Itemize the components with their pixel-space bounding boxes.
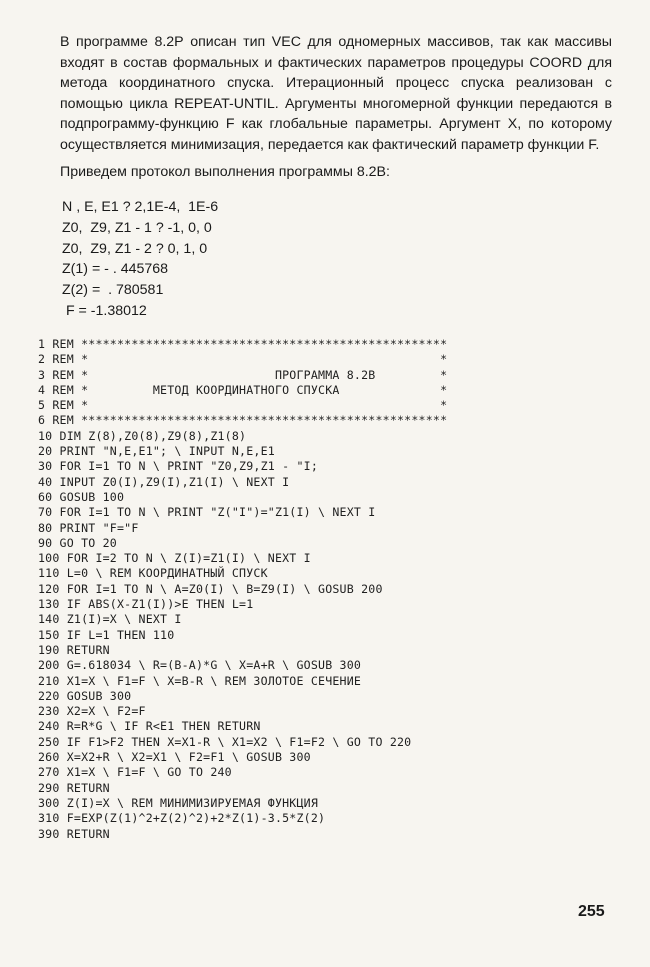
- code-line: 90 GO TO 20: [38, 535, 117, 550]
- protocol-line: Z0, Z9, Z1 - 1 ? -1, 0, 0: [62, 219, 212, 236]
- code-line: 220 GOSUB 300: [38, 688, 132, 703]
- code-line: 270 X1=X \ F1=F \ GO TO 240: [38, 765, 232, 780]
- code-line: 140 Z1(I)=X \ NEXT I: [38, 612, 182, 627]
- code-line: 290 RETURN: [38, 780, 110, 795]
- code-line: 10 DIM Z(8),Z0(8),Z9(8),Z1(8): [38, 428, 247, 443]
- code-line: 20 PRINT "N,E,E1"; \ INPUT N,E,E1: [38, 444, 275, 459]
- paragraph-2: Приведем протокол выполнения программы 8.2В:: [60, 163, 390, 180]
- code-line: 110 L=0 \ REM КООРДИНАТНЫЙ СПУСК: [38, 566, 268, 581]
- code-line: 4 REM * МЕТОД КООРДИНАТНОГО СПУСКА *: [38, 382, 448, 397]
- program-listing: [38, 337, 447, 842]
- code-line: 60 GOSUB 100: [38, 489, 125, 504]
- page-number: 255: [578, 903, 605, 920]
- protocol-line: N , E, E1 ? 2,1E-4, 1E-6: [62, 199, 219, 215]
- code-line: 100 FOR I=2 TO N \ Z(I)=Z1(I) \ NEXT I: [38, 551, 311, 566]
- code-line: 6 REM ***************************************************: [38, 413, 448, 428]
- protocol-line: Z(1) = - . 445768: [62, 261, 169, 278]
- code-line: 250 IF F1>F2 THEN X=X1-R \ X1=X2 \ F1=F2 \ GO TO 220: [38, 734, 412, 749]
- code-line: 120 FOR I=1 TO N \ A=Z0(I) \ B=Z9(I) \ GOSUB 200: [38, 581, 383, 596]
- code-line: 1 REM ***************************************************: [38, 337, 448, 351]
- protocol-line: Z(2) = . 780581: [62, 282, 164, 299]
- code-line: 2 REM * *: [38, 352, 448, 367]
- code-line: 3 REM * ПРОГРАММА 8.2В *: [38, 367, 448, 382]
- code-line: 310 F=EXP(Z(1)^2+Z(2)^2)+2*Z(1)-3.5*Z(2): [38, 811, 326, 826]
- code-line: 230 X2=X \ F2=F: [38, 704, 146, 719]
- code-line: 5 REM * *: [38, 398, 448, 413]
- protocol-line: Z0, Z9, Z1 - 2 ? 0, 1, 0: [62, 240, 208, 257]
- code-line: 190 RETURN: [38, 642, 110, 657]
- paragraph-1: В программе 8.2Р описан тип VEC для одномерных массивов, так как массивы входят в состав формальных и фактических параметров процедуры COORD для метода координатного спуска. Итерационный процесс спуска реализован с помощью цикла REPEAT-UNTIL. Аргументы многомерной функции передаются в подпрограмму-функцию F как глобальные параметры. Аргумент X, по которому осуществляется минимизация, передается как фактический параметр функции F.: [60, 34, 612, 153]
- code-line: 30 FOR I=1 TO N \ PRINT "Z0,Z9,Z1 - "I;: [38, 459, 319, 474]
- code-line: 80 PRINT "F="F: [38, 520, 139, 535]
- code-line: 240 R=R*G \ IF R<E1 THEN RETURN: [38, 719, 261, 734]
- body-text: [60, 32, 612, 182]
- code-line: 210 X1=X \ F1=F \ X=B-R \ REM ЗОЛОТОЕ СЕЧЕНИЕ: [38, 673, 362, 688]
- code-line: 200 G=.618034 \ R=(B-A)*G \ X=A+R \ GOSUB 300: [38, 658, 362, 673]
- code-line: 130 IF ABS(X-Z1(I))>E THEN L=1: [38, 597, 254, 612]
- code-line: 390 RETURN: [38, 826, 110, 841]
- code-line: 40 INPUT Z0(I),Z9(I),Z1(I) \ NEXT I: [38, 474, 290, 489]
- code-line: 300 Z(I)=X \ REM МИНИМИЗИРУЕМАЯ ФУНКЦИЯ: [38, 795, 319, 810]
- execution-protocol: [62, 197, 218, 322]
- code-line: 260 X=X2+R \ X2=X1 \ F2=F1 \ GOSUB 300: [38, 750, 311, 765]
- protocol-line: F = -1.38012: [62, 302, 147, 319]
- code-line: 150 IF L=1 THEN 110: [38, 627, 175, 642]
- code-line: 70 FOR I=1 TO N \ PRINT "Z("I")="Z1(I) \ NEXT I: [38, 505, 376, 520]
